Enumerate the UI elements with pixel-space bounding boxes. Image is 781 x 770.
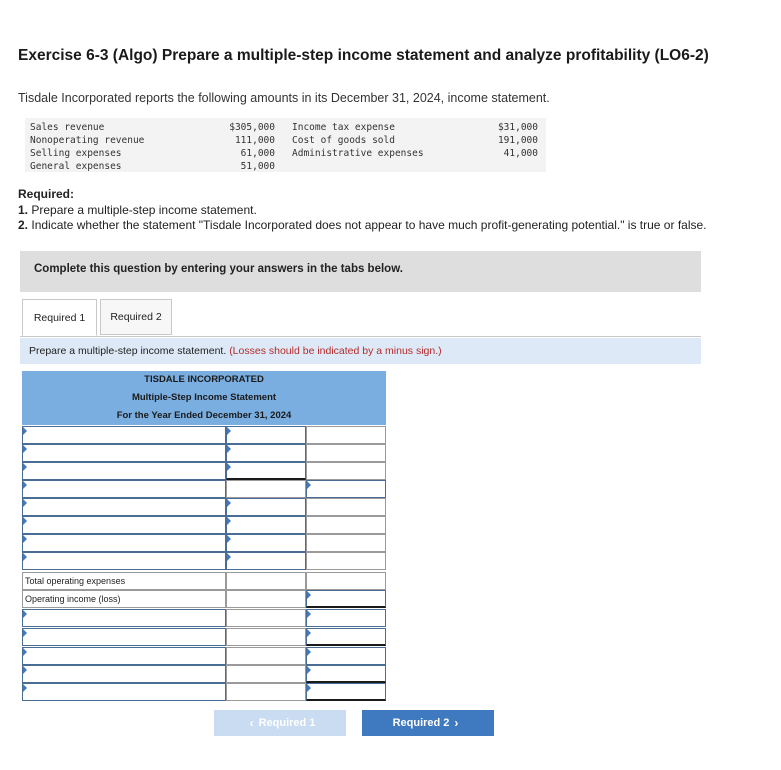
- required-item-1: [18, 203, 707, 219]
- amount-label: Nonoperating revenue: [30, 135, 145, 146]
- required-heading: Required:: [18, 187, 75, 201]
- dropdown-indicator-icon: [227, 445, 231, 453]
- dropdown-indicator-icon: [23, 666, 27, 674]
- amount-value: 111,000: [234, 135, 275, 146]
- amount-label: Income tax expense: [292, 122, 395, 133]
- total-input[interactable]: [306, 480, 386, 498]
- amount-value: $305,000: [229, 122, 275, 133]
- dropdown-indicator-icon: [227, 517, 231, 525]
- dropdown-indicator-icon: [307, 684, 311, 692]
- amount-cell: [226, 590, 306, 608]
- total-operating-expenses-label-cell: [22, 572, 226, 590]
- dropdown-indicator-icon: [307, 629, 311, 637]
- total-cell: [306, 426, 386, 444]
- account-input[interactable]: [22, 609, 226, 627]
- instruction-banner: [20, 251, 701, 292]
- dropdown-indicator-icon: [227, 553, 231, 561]
- next-button-label: Required 2: [392, 717, 450, 729]
- required-item-text: Indicate whether the statement "Tisdale Incorporated does not appear to have much profit-generating potential." is true or false.: [31, 218, 707, 232]
- dropdown-indicator-icon: [307, 666, 311, 674]
- banner-text: Complete this question by entering your answers in the tabs below.: [34, 263, 403, 275]
- account-input[interactable]: [22, 480, 226, 498]
- statement-title: Multiple-Step Income Statement: [22, 389, 386, 407]
- dropdown-indicator-icon: [227, 535, 231, 543]
- statement-row: [22, 647, 386, 665]
- amount-input[interactable]: [226, 426, 306, 444]
- required-item-number: 1.: [18, 202, 29, 217]
- dropdown-indicator-icon: [23, 553, 27, 561]
- intro-text: Tisdale Incorporated reports the following amounts in its December 31, 2024, income statement.: [18, 91, 550, 105]
- amount-label: Sales revenue: [30, 122, 105, 133]
- total-input[interactable]: [306, 628, 386, 646]
- amount-input[interactable]: [226, 462, 306, 480]
- dropdown-indicator-icon: [23, 517, 27, 525]
- total-cell: [306, 534, 386, 552]
- income-statement: [22, 371, 386, 701]
- statement-row: [22, 426, 386, 444]
- total-input[interactable]: [306, 647, 386, 665]
- account-input[interactable]: [22, 647, 226, 665]
- dropdown-indicator-icon: [23, 463, 27, 471]
- statement-row: [22, 552, 386, 570]
- prev-button-label: Required 1: [258, 717, 316, 729]
- dropdown-indicator-icon: [23, 427, 27, 435]
- amount-cell: [226, 628, 306, 646]
- account-input[interactable]: [22, 516, 226, 534]
- amount-cell: [226, 683, 306, 701]
- amount-label: Administrative expenses: [292, 148, 424, 159]
- total-input[interactable]: [306, 683, 386, 701]
- page-title: Exercise 6-3 (Algo) Prepare a multiple-step income statement and analyze profitability (LO6-2): [18, 47, 709, 64]
- account-input[interactable]: [22, 628, 226, 646]
- dropdown-indicator-icon: [23, 535, 27, 543]
- account-input[interactable]: [22, 444, 226, 462]
- chevron-right-icon: ›: [454, 716, 459, 730]
- tab-divider: [20, 336, 701, 337]
- total-input[interactable]: [306, 665, 386, 683]
- required-section: [18, 187, 707, 234]
- amount-value: 41,000: [503, 148, 538, 159]
- amount-value: 61,000: [240, 148, 275, 159]
- total-cell: [306, 516, 386, 534]
- statement-row: [22, 628, 386, 646]
- dropdown-indicator-icon: [23, 610, 27, 618]
- row-label: Total operating expenses: [25, 576, 126, 586]
- amount-input[interactable]: [226, 444, 306, 462]
- total-cell: [306, 444, 386, 462]
- amount-cell: [226, 665, 306, 683]
- dropdown-indicator-icon: [227, 463, 231, 471]
- amount-label: Selling expenses: [30, 148, 122, 159]
- statement-row: [22, 572, 386, 590]
- next-required-button[interactable]: [362, 710, 494, 736]
- total-operating-expenses-total: [306, 572, 386, 590]
- dropdown-indicator-icon: [307, 648, 311, 656]
- statement-row: [22, 480, 386, 498]
- required-item-number: 2.: [18, 218, 29, 232]
- dropdown-indicator-icon: [23, 445, 27, 453]
- dropdown-indicator-icon: [23, 648, 27, 656]
- dropdown-indicator-icon: [227, 499, 231, 507]
- statement-row: [22, 498, 386, 516]
- required-item-2: [18, 218, 707, 234]
- account-input[interactable]: [22, 683, 226, 701]
- amount-input[interactable]: [226, 516, 306, 534]
- amount-cell: [226, 609, 306, 627]
- amount-label: General expenses: [30, 161, 122, 172]
- amount-input[interactable]: [226, 552, 306, 570]
- instruction-hint: (Losses should be indicated by a minus sign.): [229, 345, 442, 357]
- dropdown-indicator-icon: [23, 499, 27, 507]
- amount-cell: [226, 647, 306, 665]
- statement-row: [22, 590, 386, 608]
- dropdown-indicator-icon: [23, 629, 27, 637]
- operating-income-label-cell: [22, 590, 226, 608]
- statement-row: [22, 462, 386, 480]
- statement-company: TISDALE INCORPORATED: [22, 371, 386, 389]
- dropdown-indicator-icon: [23, 684, 27, 692]
- dropdown-indicator-icon: [307, 591, 311, 599]
- total-cell: [306, 552, 386, 570]
- tab-required-1[interactable]: Required 1: [22, 299, 97, 336]
- account-input[interactable]: [22, 426, 226, 444]
- operating-income-input[interactable]: [306, 590, 386, 608]
- account-input[interactable]: [22, 552, 226, 570]
- amount-cell: [226, 572, 306, 590]
- dropdown-indicator-icon: [307, 610, 311, 618]
- statement-row: [22, 516, 386, 534]
- account-input[interactable]: [22, 665, 226, 683]
- dropdown-indicator-icon: [23, 481, 27, 489]
- statement-row: [22, 665, 386, 683]
- amount-input[interactable]: [226, 534, 306, 552]
- statement-row: [22, 683, 386, 701]
- statement-row: [22, 609, 386, 627]
- amounts-table: [25, 118, 546, 172]
- total-cell: [306, 462, 386, 480]
- account-input[interactable]: [22, 498, 226, 516]
- amount-value: 51,000: [240, 161, 275, 172]
- row-label: Operating income (loss): [25, 594, 121, 604]
- instruction-text: Prepare a multiple-step income statement.: [29, 345, 227, 357]
- required-item-text: Prepare a multiple-step income statement.: [31, 202, 257, 217]
- amount-label: Cost of goods sold: [292, 135, 395, 146]
- account-input[interactable]: [22, 534, 226, 552]
- total-cell: [306, 498, 386, 516]
- amount-input[interactable]: [226, 498, 306, 516]
- dropdown-indicator-icon: [227, 427, 231, 435]
- dropdown-indicator-icon: [307, 481, 311, 489]
- instruction-bar: [20, 338, 701, 364]
- statement-period: For the Year Ended December 31, 2024: [22, 407, 386, 425]
- account-input[interactable]: [22, 462, 226, 480]
- amount-value: $31,000: [497, 122, 538, 133]
- amount-cell: [226, 480, 306, 498]
- statement-row: [22, 534, 386, 552]
- statement-row: [22, 444, 386, 462]
- chevron-left-icon: ‹: [249, 716, 254, 730]
- total-input[interactable]: [306, 609, 386, 627]
- amount-value: 191,000: [497, 135, 538, 146]
- prev-required-button[interactable]: [214, 710, 346, 736]
- tab-required-2[interactable]: Required 2: [100, 299, 172, 335]
